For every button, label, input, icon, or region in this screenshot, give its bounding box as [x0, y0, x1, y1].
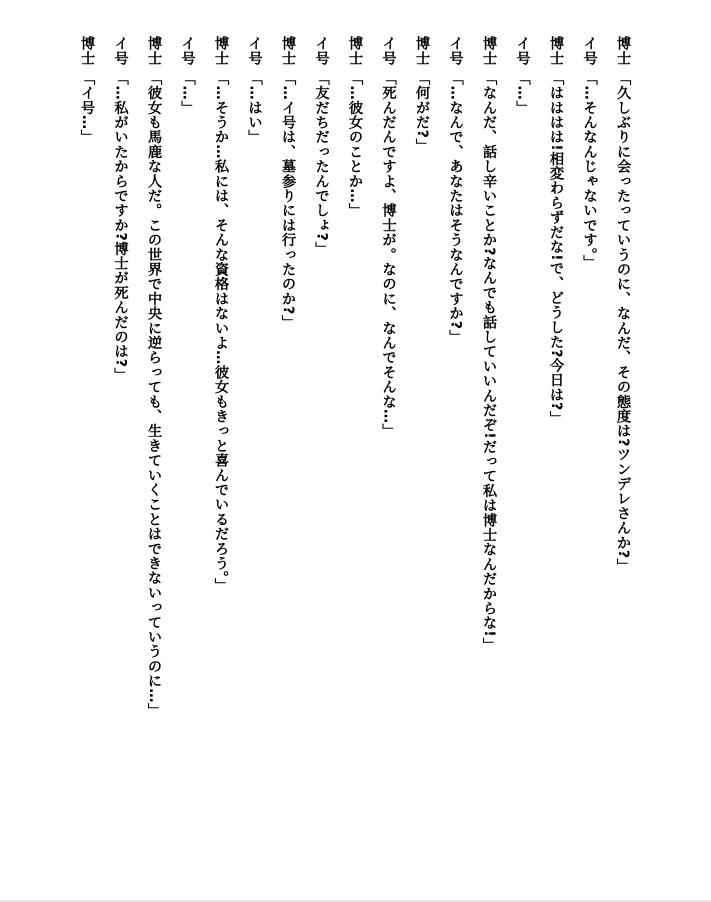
speech-text: 「…私がいたからですか?博士が死んだのは?」 — [112, 70, 129, 383]
speaker-name: 博士 — [347, 36, 363, 66]
dialogue-script — [70, 36, 640, 856]
speaker-name: 博士 — [79, 36, 95, 66]
dialogue-line — [304, 36, 338, 856]
speaker-name: イ号 — [246, 36, 263, 66]
dialogue-line — [271, 36, 305, 856]
dialogue-line — [505, 36, 539, 856]
speaker-name: 博士 — [146, 36, 162, 66]
speaker-name: 博士 — [481, 36, 497, 66]
dialogue-line — [438, 36, 472, 856]
dialogue-line — [103, 36, 137, 856]
dialogue-line — [472, 36, 506, 856]
dialogue-line — [371, 36, 405, 856]
speaker-name: イ号 — [313, 36, 330, 66]
speech-text: 「…そんなんじゃないです。」 — [581, 70, 598, 270]
speech-text: 「はははは!相変わらずだな!で、どうした?今日は?」 — [548, 70, 564, 426]
speaker-name: 博士 — [414, 36, 430, 66]
speech-text: 「彼女も馬鹿な人だ。この世界で中央に逆らっても、生きていくことはできないっていうのに…」 — [146, 70, 162, 718]
speaker-name: イ号 — [380, 36, 397, 66]
dialogue-line — [606, 36, 640, 856]
speech-text: 「久しぶりに会ったっていうのに、なんだ、その態度は?ツンデレさんか?」 — [615, 70, 631, 574]
dialogue-line — [237, 36, 271, 856]
speech-text: 「イ号…」 — [79, 70, 95, 145]
speech-text: 「…」 — [179, 70, 196, 115]
speech-text: 「なんだ、話し辛いことか?なんでも話していいんだぞ!だって私は博士なんだからな!」 — [481, 70, 497, 652]
speaker-name: 博士 — [615, 36, 631, 66]
speaker-name: イ号 — [581, 36, 598, 66]
speaker-name: イ号 — [179, 36, 196, 66]
speech-text: 「友だちだったんでしょ?」 — [313, 70, 330, 256]
speech-text: 「死んだんですよ、博士が。なのに、なんでそんな…」 — [380, 70, 397, 439]
speaker-name: イ号 — [447, 36, 464, 66]
dialogue-line — [539, 36, 573, 856]
speaker-name: 博士 — [280, 36, 296, 66]
speaker-name: イ号 — [112, 36, 129, 66]
speech-text: 「何がだ?」 — [414, 70, 430, 153]
dialogue-line — [70, 36, 104, 856]
dialogue-line — [405, 36, 439, 856]
speech-text: 「…イ号は、墓参りには行ったのか?」 — [280, 70, 296, 330]
speech-text: 「…なんで、あなたはそうなんですか?」 — [447, 70, 464, 345]
speaker-name: 博士 — [213, 36, 229, 66]
speech-text: 「…彼女のことか…」 — [347, 70, 363, 218]
speech-text: 「…そうか…私には、そんな資格はないよ…彼女もきっと喜んでいるだろう。」 — [213, 70, 229, 593]
speaker-name: イ号 — [514, 36, 531, 66]
speaker-name: 博士 — [548, 36, 564, 66]
speech-text: 「…はい」 — [246, 70, 263, 145]
dialogue-line — [170, 36, 204, 856]
dialogue-line — [572, 36, 606, 856]
dialogue-line — [338, 36, 372, 856]
dialogue-line — [204, 36, 238, 856]
dialogue-line — [137, 36, 171, 856]
speech-text: 「…」 — [514, 70, 531, 115]
